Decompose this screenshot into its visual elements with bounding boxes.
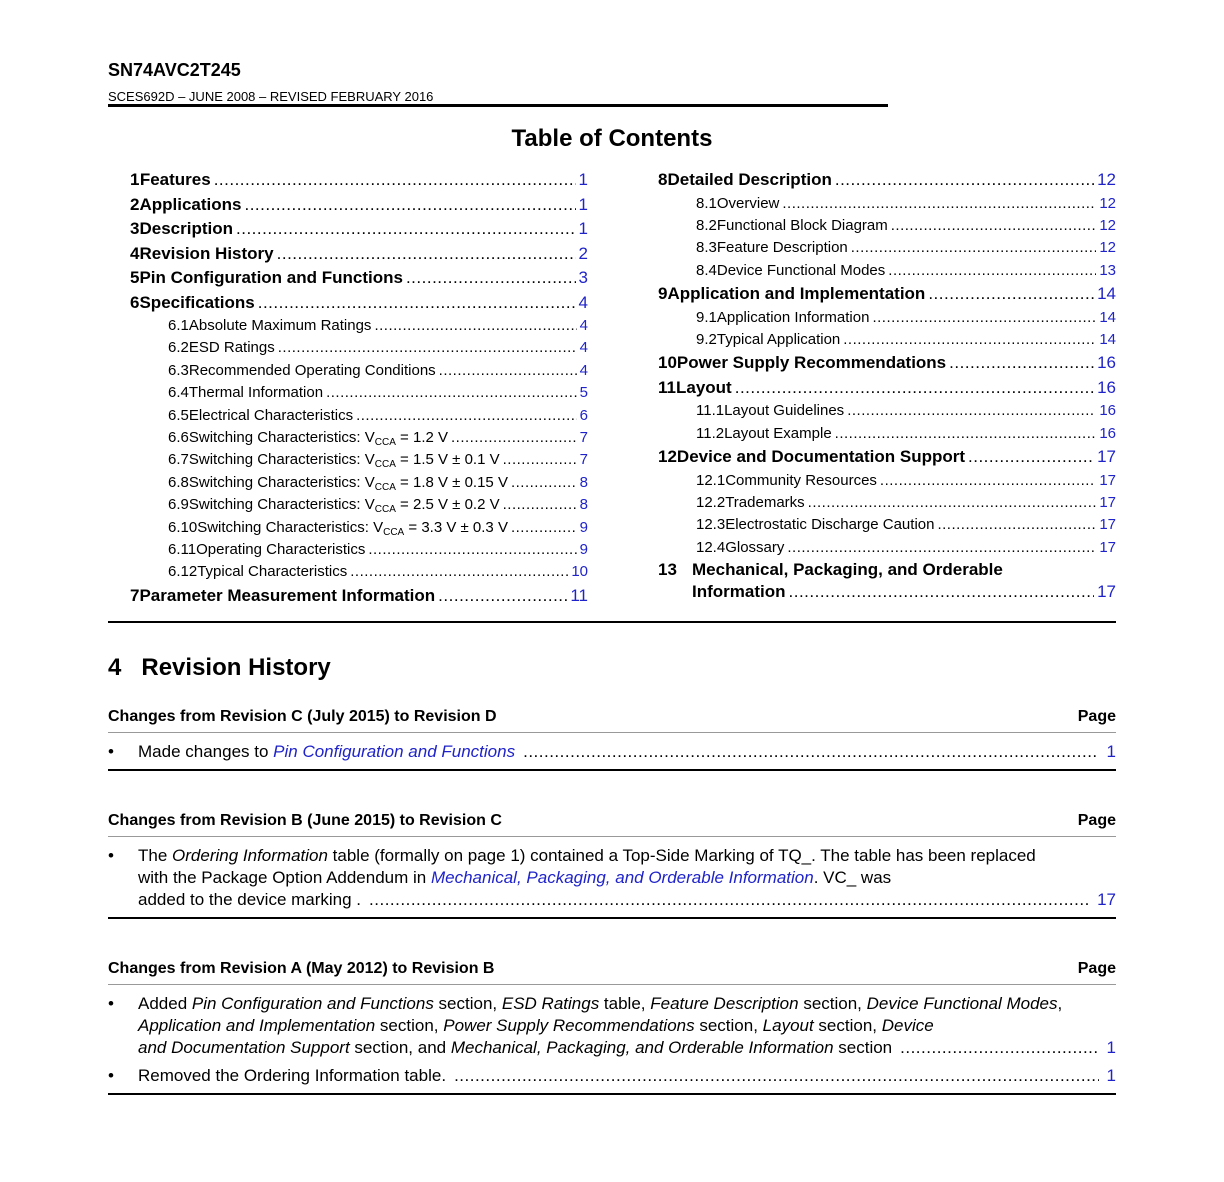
leader-dots [451,427,577,449]
toc-label-text: Layout Guidelines [724,402,845,420]
leader-dots [851,237,1097,259]
toc-label [189,360,436,382]
bullet: • [108,1066,114,1085]
toc-number: 6.2 [168,339,189,357]
toc-page-link[interactable]: 12 [1099,239,1116,257]
change-text: section, [433,994,502,1013]
leader-dots [843,329,1096,351]
leader-dots [782,193,1096,215]
toc-label-text: Power Supply Recommendations [676,353,947,373]
toc-entry[interactable] [130,472,588,494]
toc-label-text: Layout [675,377,732,397]
toc-right-column [658,168,1116,603]
ref-layout: Layout [762,1016,814,1035]
change-text: . VC_ was [813,868,892,887]
toc-page-link[interactable]: 1 [578,170,588,189]
mechanical-packaging-link[interactable]: Mechanical, Packaging, and Orderable Information [430,868,814,887]
pin-config-link[interactable]: Pin Configuration and Functions [273,742,516,761]
toc-entry[interactable] [130,382,588,404]
toc-label [139,584,435,609]
page-column-label: Page [1077,812,1116,829]
leader-dots [503,494,577,516]
toc-entry[interactable] [658,445,1116,470]
toc-number: 2 [130,194,140,214]
toc-number: 6.7 [168,451,189,469]
toc-label-subscript: CCA [383,526,405,538]
toc-label [717,329,840,351]
leader-dots [511,472,577,494]
bullet: • [108,742,114,761]
change-text: Made changes to [138,742,274,761]
toc-number: 8.1 [696,194,717,212]
leader-dots [454,1065,1098,1087]
toc-number: 6.4 [168,384,189,402]
toc-number: 12 [658,447,677,467]
toc-page-link[interactable]: 14 [1099,308,1116,326]
leader-dots [928,282,1094,307]
toc-label-text: Device and Documentation Support [676,447,966,467]
change-text: section, and [349,1038,451,1057]
toc-label: Mechanical, Packaging, and Orderable [692,560,1003,580]
toc-label-subscript: CCA [374,459,396,471]
toc-entry[interactable] [658,514,1116,536]
change-text: section, [798,994,867,1013]
toc-label [677,351,946,376]
toc-label-text: Overview [716,194,780,212]
change-text: , [1057,994,1063,1013]
toc-page-link[interactable]: 16 [1099,424,1116,442]
toc-label-text: Application Information [716,308,870,326]
toc-label-text: Typical Application [716,330,841,348]
toc-page-link[interactable]: 7 [579,451,588,469]
toc-page-link[interactable]: 16 [1097,377,1116,397]
toc-entry[interactable] [658,329,1116,351]
toc-label-text: Electrostatic Discharge Caution [725,516,935,534]
toc-label-text: Specifications [139,292,255,312]
toc-number: 6.9 [168,496,189,514]
toc-label-text: Switching Characteristics: V [188,496,375,514]
toc-entry[interactable] [130,266,588,291]
toc-page-link[interactable]: 17 [1097,447,1116,467]
revision-block-header [108,702,1116,733]
toc-bottom-rule [108,621,1116,623]
toc-label [189,382,323,404]
toc-page-link[interactable]: 1 [578,194,588,214]
change-text: Added [138,994,192,1013]
leader-dots [406,266,576,291]
toc-label-text: Community Resources [725,471,877,489]
toc-label [725,470,877,492]
toc-number: 12.4 [696,538,726,556]
block-rule [108,917,1116,919]
toc-label-tail: = 1.2 V [395,428,449,446]
toc-page-link[interactable]: 12 [1099,194,1116,212]
leader-dots [244,193,575,218]
toc-entry[interactable] [658,423,1116,445]
toc-entry[interactable] [658,559,1116,603]
toc-number: 12.2 [696,494,726,512]
leader-dots [937,514,1096,536]
toc-page-link[interactable]: 14 [1097,284,1116,304]
ref-feature-description: Feature Description [650,994,799,1013]
leader-dots [968,445,1094,470]
toc-number: 3 [130,219,140,238]
toc-entry[interactable] [130,449,588,471]
part-number: SN74AVC2T245 [108,60,241,80]
toc-label [717,237,848,259]
toc-label-subscript: CCA [374,436,396,448]
ref-pin-config: Pin Configuration and Functions [191,994,434,1013]
toc-entry[interactable] [658,260,1116,282]
block-rule [108,769,1116,771]
toc-label-text: Pin Configuration and Functions [139,268,403,287]
toc-page-link[interactable]: 4 [578,292,588,312]
toc-entry[interactable] [658,282,1116,307]
toc-number: 4 [130,243,140,263]
ref-device-functional-modes: Device Functional Modes [866,994,1058,1013]
change-item [108,741,1116,763]
toc-label-text: Electrical Characteristics [188,406,354,424]
toc-label-text: Typical Characteristics [197,563,348,581]
toc-number: 9.1 [696,308,717,326]
toc-page-link[interactable]: 4 [579,339,588,357]
leader-dots [369,889,1089,911]
toc-page-link[interactable]: 8 [579,473,588,491]
leader-dots [888,260,1096,282]
toc-label-text: Thermal Information [188,384,324,402]
toc-number: 10 [658,353,677,373]
change-text: added to the device marking . [138,890,362,909]
toc-entry[interactable] [130,242,588,267]
toc-page-link[interactable]: 17 [1097,582,1116,602]
toc-label [677,445,965,470]
toc-number: 6.6 [168,428,189,446]
toc-number: 8 [658,170,668,189]
leader-dots [847,400,1096,422]
ref-device: Device [881,1016,934,1035]
toc-label [667,282,925,307]
toc-entry[interactable] [130,193,588,218]
toc-label-tail: = 1.5 V ± 0.1 V [395,451,500,469]
leader-dots [735,376,1094,401]
toc-number: 6 [130,292,140,312]
toc-page-link[interactable]: 2 [578,243,588,263]
toc-label [139,217,233,242]
toc-label-text: Layout Example [724,424,832,442]
toc-label [676,376,732,401]
toc-entry[interactable] [658,376,1116,401]
toc-number: 6.5 [168,406,189,424]
toc-label [140,168,211,193]
toc-entry[interactable] [130,291,588,316]
page-link[interactable]: 17 [1097,890,1116,909]
toc-page-link[interactable]: 5 [579,384,588,402]
toc-entry[interactable] [658,400,1116,422]
revision-block-header [108,806,1116,837]
change-item [108,1065,1116,1087]
toc-page-link[interactable]: 17 [1099,471,1116,489]
leader-dots [808,492,1097,514]
toc-entry[interactable] [658,492,1116,514]
toc-page-link[interactable]: 9 [579,540,588,558]
toc-number: 8.2 [696,216,717,234]
toc-page-link[interactable]: 11 [570,585,588,605]
toc-label-tail: = 3.3 V ± 0.3 V [404,518,508,536]
toc-page-link[interactable]: 7 [579,428,588,446]
toc-label-text: Switching Characteristics: V [197,518,384,536]
header-rule [108,104,888,107]
toc-number: 6.10 [168,518,198,536]
toc-number: 12.3 [696,516,726,534]
leader-dots [374,315,576,337]
toc-entry[interactable] [130,561,588,583]
toc-label-text: Applications [139,194,242,214]
toc-number: 12.1 [696,471,726,489]
toc-number: 8.4 [696,261,717,279]
toc-label-tail: = 1.8 V ± 0.15 V [395,473,508,491]
change-item [108,845,1116,911]
leader-dots [326,382,577,404]
revision-block-c-to-d [108,702,1116,771]
leader-dots [503,449,577,471]
revision-block-b-to-c [108,806,1116,919]
toc-page-link[interactable]: 17 [1099,494,1116,512]
revision-block-heading: Changes from Revision B (June 2015) to Revision C [108,812,502,829]
toc-entry[interactable] [130,217,588,242]
toc-label [717,307,870,329]
toc-entry[interactable] [130,517,588,539]
leader-dots [787,537,1096,559]
toc-label [197,561,347,583]
toc-number: 5 [130,268,140,287]
toc-page-link[interactable]: 1 [578,219,588,238]
leader-dots [236,217,576,242]
toc-label-text: Description [139,219,233,238]
toc-page-link[interactable]: 12 [1099,216,1116,234]
change-text: Removed the Ordering Information table. [138,1066,447,1085]
change-text: section [833,1038,893,1057]
toc-page-link[interactable]: 17 [1099,538,1116,556]
leader-dots [835,423,1097,445]
toc-number: 11.1 [696,402,725,420]
toc-entry[interactable] [130,584,588,609]
leader-dots [439,360,577,382]
toc-label [189,337,275,359]
section-title [108,654,331,682]
toc-label-subscript: CCA [374,481,396,493]
toc-number: 9 [658,284,668,304]
toc-label [717,193,780,215]
ref-power-supply: Power Supply Recommendations [443,1016,695,1035]
toc-number: 6.1 [168,317,189,334]
toc-entry[interactable] [130,494,588,516]
leader-dots [356,405,577,427]
page-column-label: Page [1077,708,1116,725]
toc-number: 11 [658,377,676,397]
toc-label [724,423,832,445]
page-column-label: Page [1077,960,1116,977]
change-text: section, [694,1016,763,1035]
toc-label [196,539,365,561]
toc-label-text: ESD Ratings [188,339,275,357]
ref-application-implementation: Application and Implementation [138,1016,376,1035]
toc-entry[interactable] [130,405,588,427]
toc-number: 6.12 [168,563,198,581]
leader-dots [511,517,577,539]
leader-dots [949,351,1094,376]
leader-dots [278,337,577,359]
toc-entry[interactable] [130,315,588,337]
leader-dots [900,1037,1098,1059]
toc-label [725,492,804,514]
toc-page-link[interactable]: 3 [578,268,588,287]
revision-block-heading: Changes from Revision A (May 2012) to Revision B [108,960,495,977]
toc-label-text: Absolute Maximum Ratings [188,317,372,334]
toc-number: 13 [658,560,677,580]
toc-label-text: Parameter Measurement Information [139,585,436,605]
change-text: table (formally on page 1) contained a Top-Side Marking of TQ_. The table has been replaced with the Package Option Addendum in [138,846,1036,887]
toc-label-text: Functional Block Diagram [716,216,888,234]
toc-page-link[interactable]: 6 [579,406,588,424]
toc-label [725,514,934,536]
page-link[interactable]: 1 [1106,1038,1116,1057]
toc-label-text: Revision History [139,243,274,263]
change-text: section, [375,1016,444,1035]
toc-entry[interactable] [658,237,1116,259]
ref-esd-ratings: ESD Ratings [501,994,600,1013]
leader-dots [214,168,576,193]
toc-number: 6.3 [168,361,189,379]
toc-label [717,260,885,282]
leader-dots [891,215,1097,237]
toc-number: 7 [130,585,140,605]
leader-dots [880,470,1096,492]
toc-page-link[interactable]: 10 [571,563,588,581]
toc-label-text: Operating Characteristics [196,540,366,558]
toc-label [717,215,888,237]
ref-documentation-support: and Documentation Support [138,1038,350,1057]
leader-dots [789,581,1095,603]
toc-entry[interactable] [658,215,1116,237]
toc-page-link[interactable]: 16 [1099,402,1116,420]
toc-label: Information [692,582,786,602]
section-number: 4 [108,654,122,681]
toc-label-text: Switching Characteristics: V [188,473,375,491]
toc-page-link[interactable]: 9 [579,518,588,536]
toc-number: 1 [130,170,140,189]
toc-page-link[interactable]: 13 [1099,261,1116,279]
ref-mechanical-packaging: Mechanical, Packaging, and Orderable Information [450,1038,834,1057]
toc-number: 6.8 [168,473,189,491]
toc-page-link[interactable]: 4 [579,317,588,334]
page-link[interactable]: 1 [1106,1066,1116,1085]
toc-label [725,537,784,559]
revision-block-heading: Changes from Revision C (July 2015) to Revision D [108,708,497,725]
leader-dots [523,741,1098,763]
toc-left-column [130,168,588,608]
change-text: table, [599,994,651,1013]
leader-dots [350,561,568,583]
toc-label-subscript: CCA [374,504,396,516]
toc-entry[interactable] [658,537,1116,559]
toc-page-link[interactable]: 12 [1097,170,1116,189]
toc-label [139,193,241,218]
toc-label-text: Detailed Description [667,170,832,189]
toc-label [139,242,273,267]
toc-label-tail: = 2.5 V ± 0.2 V [395,496,500,514]
revision-block-a-to-b [108,954,1116,1095]
bullet: • [108,846,114,865]
toc-label-text: Application and Implementation [667,284,926,304]
toc-label [667,168,831,193]
revision-block-header [108,954,1116,985]
toc-number: 11.2 [696,424,725,442]
leader-dots [258,291,576,316]
leader-dots [872,307,1096,329]
toc-number: 9.2 [696,330,717,348]
leader-dots [438,584,567,609]
toc-page-link[interactable]: 14 [1099,330,1116,348]
toc-entry[interactable] [130,539,588,561]
toc-label [139,291,254,316]
toc-entry[interactable] [658,307,1116,329]
toc-label [139,266,402,291]
change-text: section, [813,1016,882,1035]
toc-label-text: Glossary [725,538,785,556]
toc-page-link[interactable]: 4 [579,361,588,379]
toc-label [189,315,372,337]
toc-title: Table of Contents [511,125,713,152]
toc-entry[interactable] [658,470,1116,492]
toc-label-text: Features [139,170,211,189]
toc-page-link[interactable]: 17 [1099,516,1116,534]
toc-page-link[interactable]: 16 [1097,353,1116,373]
toc-page-link[interactable]: 8 [579,496,588,514]
toc-label-text: Switching Characteristics: V [188,428,375,446]
bullet: • [108,994,114,1013]
toc-number: 6.11 [168,540,197,558]
document-id: SCES692D – JUNE 2008 – REVISED FEBRUARY 2016 [108,89,434,104]
toc-label-text: Switching Characteristics: V [188,451,375,469]
block-rule [108,1093,1116,1095]
leader-dots [368,539,576,561]
toc-entry[interactable] [658,168,1116,193]
toc-label-text: Feature Description [716,239,848,257]
page-link[interactable]: 1 [1106,742,1116,761]
toc-entry[interactable] [130,360,588,382]
section-heading: Revision History [141,654,331,681]
toc-entry[interactable] [658,193,1116,215]
change-text: The [138,846,173,865]
toc-label-text: Trademarks [725,494,805,512]
toc-entry[interactable] [658,351,1116,376]
leader-dots [835,168,1094,193]
toc-number: 8.3 [696,239,717,257]
leader-dots [277,242,576,267]
toc-label-text: Recommended Operating Conditions [188,361,436,379]
toc-entry[interactable] [130,427,588,449]
change-item [108,993,1116,1059]
toc-label [724,400,844,422]
toc-entry[interactable] [130,337,588,359]
ordering-info-ref: Ordering Information [172,846,328,865]
toc-label [189,405,353,427]
toc-entry[interactable] [130,168,588,193]
toc-label-text: Device Functional Modes [716,261,886,279]
